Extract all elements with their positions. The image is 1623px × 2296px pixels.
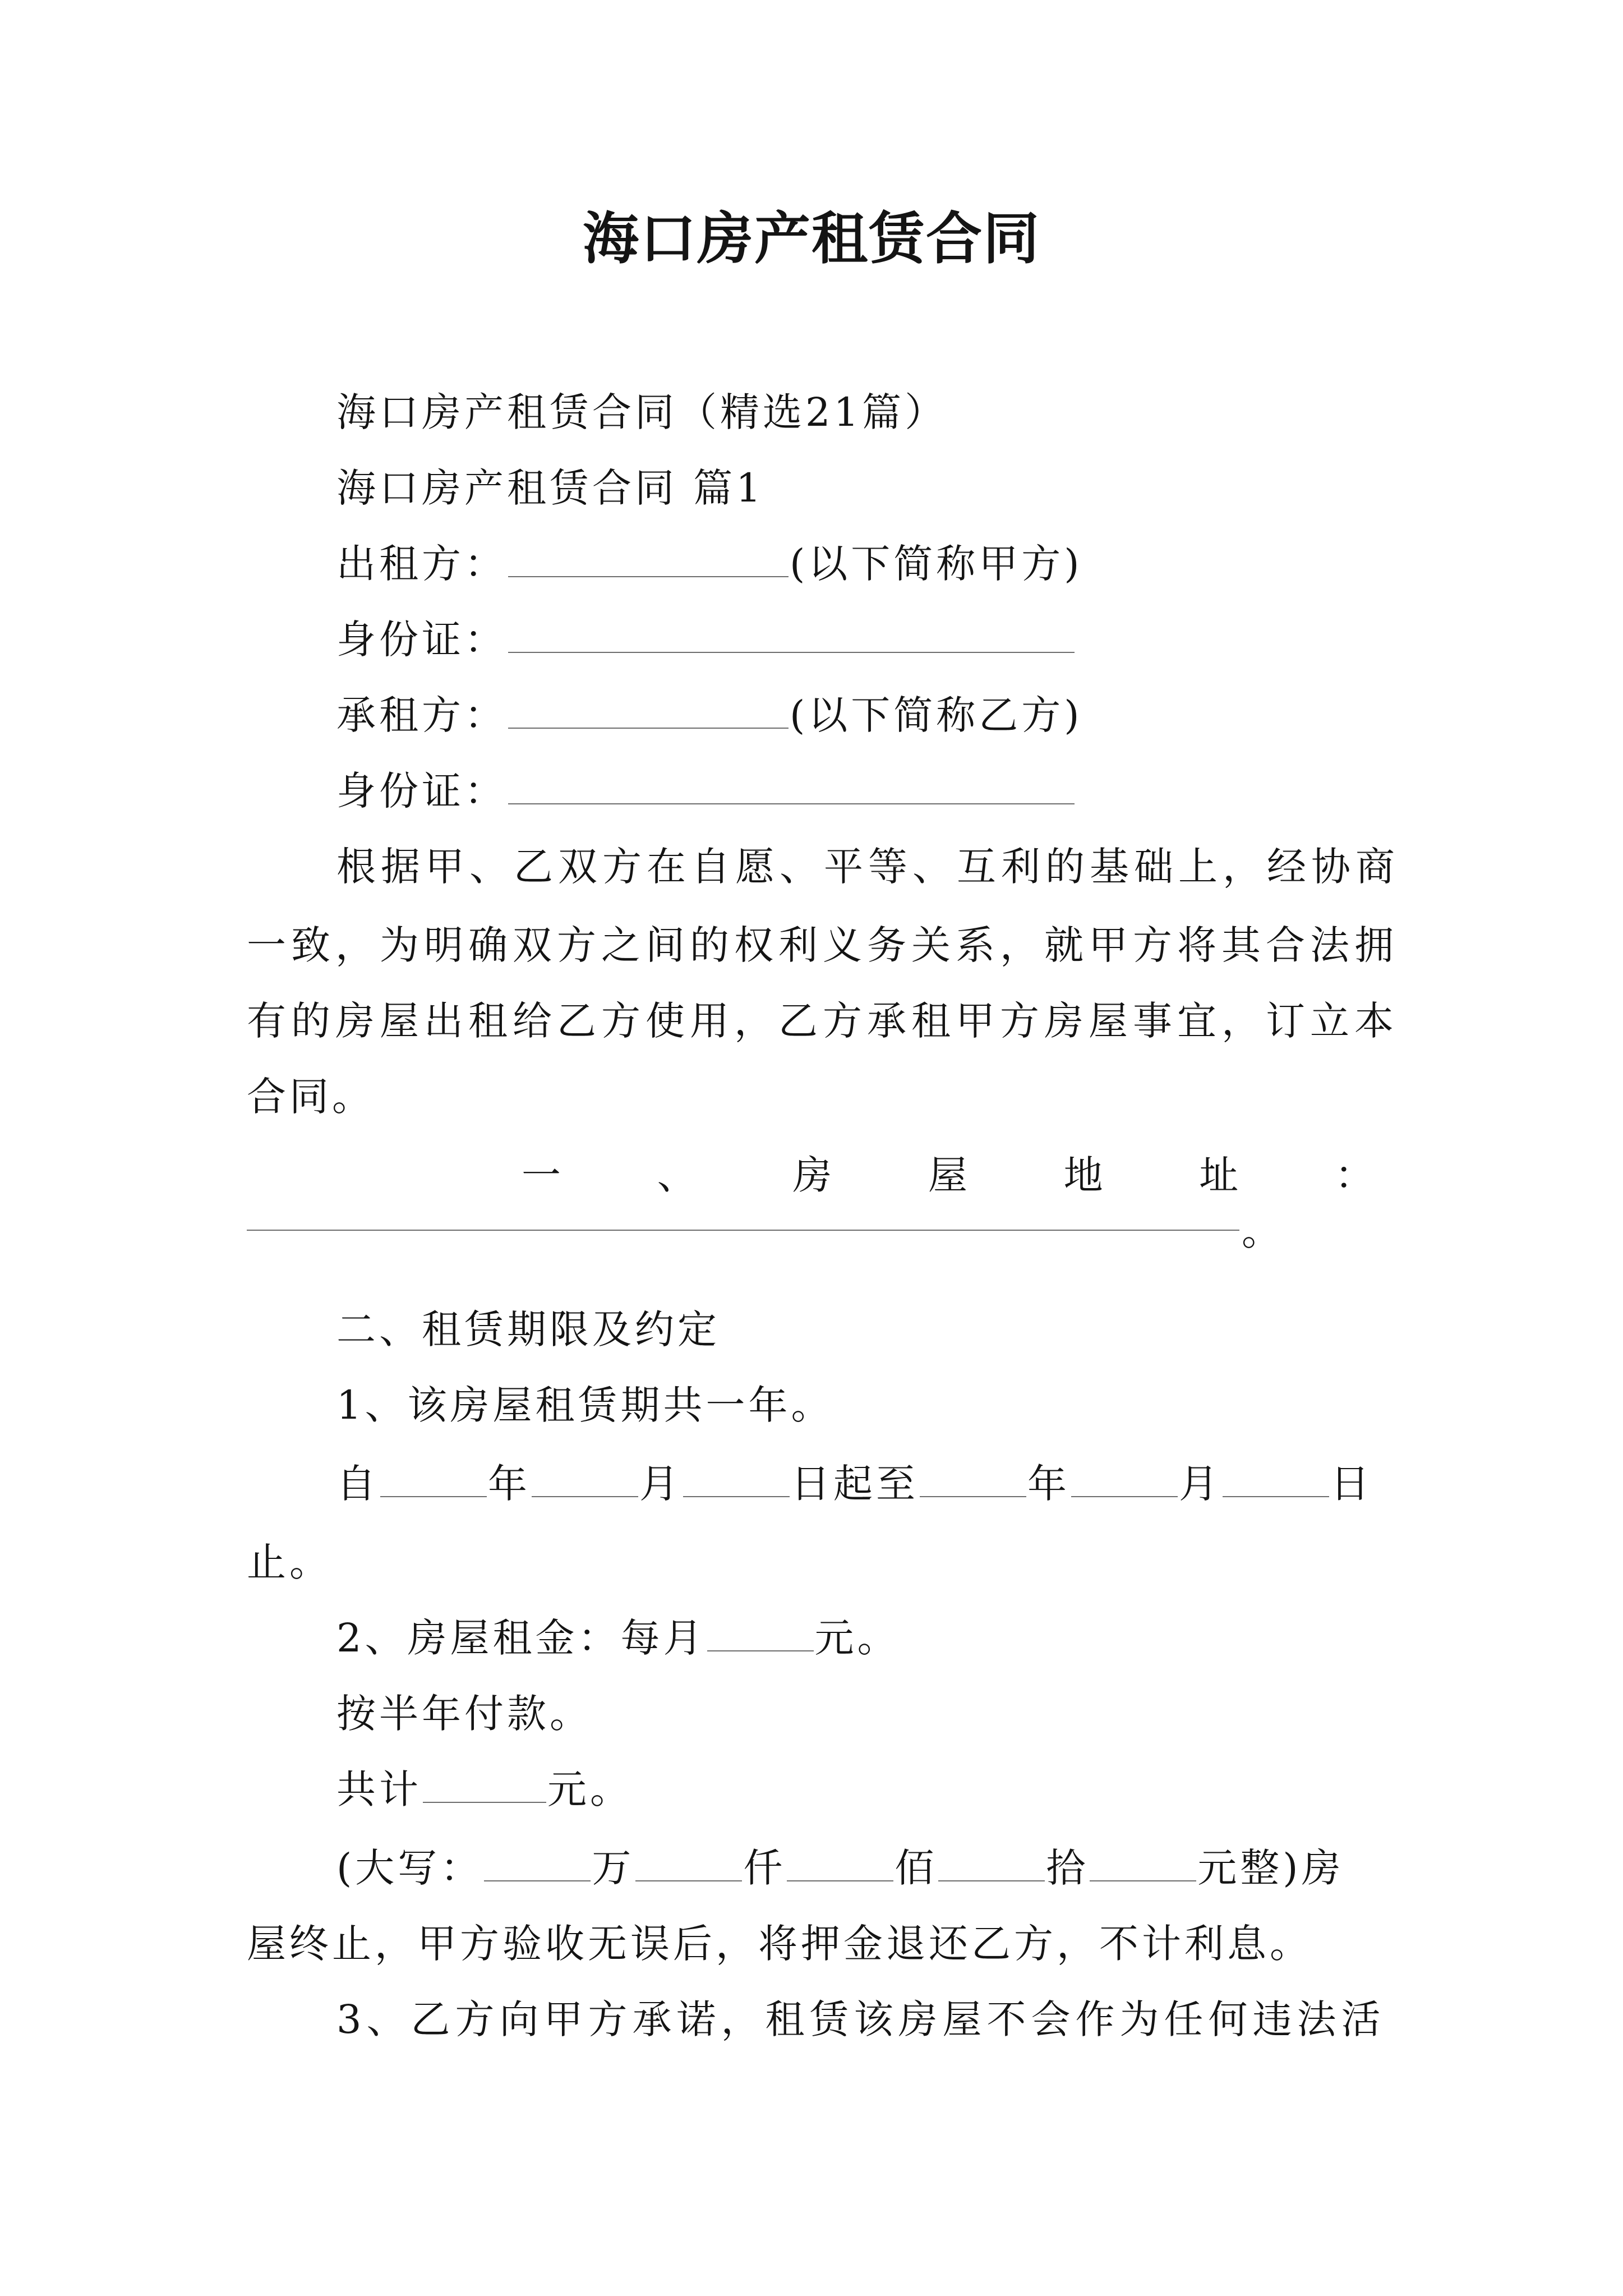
end-year-blank[interactable] — [920, 1461, 1026, 1497]
section1-char: ： — [1334, 1152, 1374, 1198]
intro-line: 根据甲、乙双方在自愿、平等、互利的基础上，经协商 — [336, 844, 1400, 890]
item1: 1、该房屋租赁期共一年。 — [336, 1382, 834, 1428]
section1-char: 屋 — [928, 1152, 967, 1198]
address-blank[interactable] — [247, 1230, 1239, 1231]
lessor-id-blank[interactable] — [508, 617, 1075, 653]
period-end: 止。 — [247, 1539, 332, 1585]
start-year-blank[interactable] — [380, 1461, 487, 1497]
capital-line-2: 屋终止，甲方验收无误后，将押金退还乙方，不计利息。 — [247, 1921, 1312, 1967]
lessee-label: 承租方： — [336, 692, 507, 738]
payment-note: 按半年付款。 — [336, 1691, 592, 1737]
section1-heading — [247, 1150, 1374, 1200]
bai-blank[interactable] — [787, 1846, 893, 1881]
article-heading: 海口房产租赁合同 篇1 — [336, 465, 764, 511]
section1-char: 一 — [522, 1152, 561, 1198]
lessee-id-blank[interactable] — [508, 769, 1075, 804]
subtitle: 海口房产租赁合同（精选21篇） — [336, 389, 948, 435]
id-label: 身份证： — [336, 768, 507, 814]
lessee-suffix: (以下简称乙方) — [790, 692, 1083, 738]
section1-char: 、 — [657, 1152, 697, 1198]
lessee-line — [336, 690, 1083, 740]
address-end: 。 — [1242, 1208, 1281, 1254]
lessee-id-line — [336, 766, 1076, 816]
qian-blank[interactable] — [635, 1846, 742, 1881]
section1-char: 地 — [1063, 1152, 1103, 1198]
shi-blank[interactable] — [938, 1846, 1045, 1881]
monthly-rent-blank[interactable] — [707, 1616, 814, 1651]
section2-heading: 二、租赁期限及约定 — [336, 1306, 720, 1352]
capital-line: (大写： 万 仟 佰 拾 元整)房 — [336, 1845, 1344, 1891]
lessor-name-blank[interactable] — [508, 541, 789, 577]
total-amount-blank[interactable] — [423, 1767, 546, 1803]
id-label: 身份证： — [336, 616, 507, 662]
yuan-blank[interactable] — [1090, 1846, 1196, 1881]
end-day-blank[interactable] — [1223, 1461, 1329, 1497]
lessor-line — [336, 539, 1083, 589]
lessor-id-line — [336, 614, 1076, 665]
lessee-name-blank[interactable] — [508, 693, 789, 729]
lessor-suffix: (以下简称甲方) — [790, 541, 1083, 587]
period-line: 自 年 月 日起至 年 月 日 — [336, 1461, 1373, 1507]
section1-char: 房 — [792, 1152, 832, 1198]
end-month-blank[interactable] — [1071, 1461, 1178, 1497]
intro-line: 一致，为明确双方之间的权利义务关系，就甲方将其合法拥 — [247, 922, 1399, 968]
start-month-blank[interactable] — [532, 1461, 638, 1497]
item2-line: 2、房屋租金：每月 元。 — [336, 1615, 900, 1661]
total-line: 共计 元。 — [336, 1766, 633, 1812]
wan-blank[interactable] — [484, 1846, 591, 1881]
lessor-label: 出租方： — [336, 541, 507, 587]
section1-char: 址 — [1199, 1152, 1239, 1198]
document-title: 海口房产租赁合同 — [583, 205, 1040, 272]
intro-line: 有的房屋出租给乙方使用，乙方承租甲方房屋事宜，订立本 — [247, 998, 1399, 1044]
intro-line: 合同。 — [247, 1074, 375, 1120]
item3: 3、乙方向甲方承诺，租赁该房屋不会作为任何违法活 — [336, 1996, 1386, 2042]
start-day-blank[interactable] — [683, 1461, 790, 1497]
